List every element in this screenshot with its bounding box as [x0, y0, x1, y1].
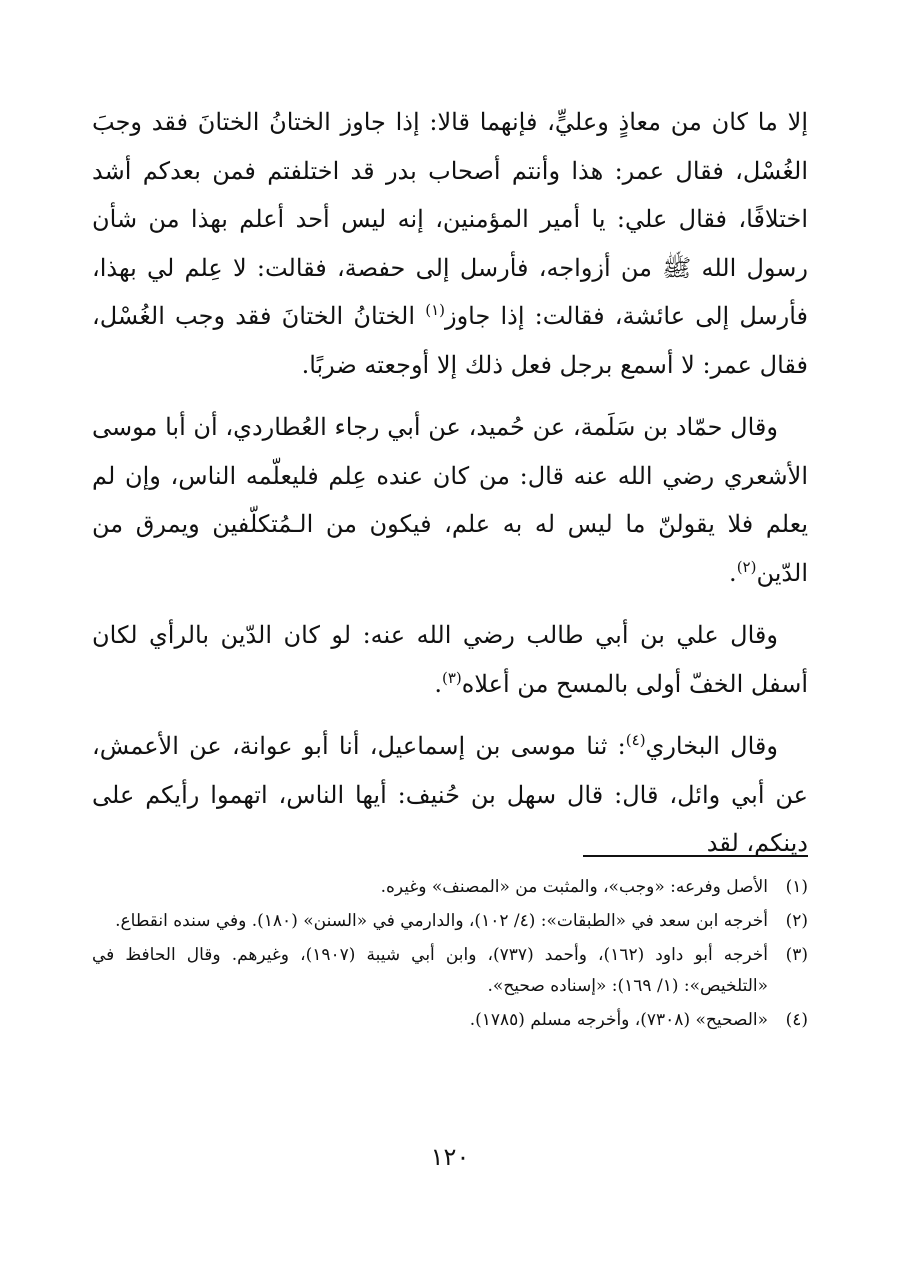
footnote-ref-1[interactable]: (١) [425, 301, 445, 319]
footnote-4 [92, 1005, 808, 1036]
paragraph-2-text-cont: . [729, 558, 737, 587]
paragraph-1 [92, 98, 808, 389]
main-text [92, 98, 808, 882]
footnote-ref-3[interactable]: (٣) [442, 668, 462, 687]
page-number: ١٢٠ [430, 1143, 470, 1171]
paragraph-2 [92, 403, 808, 597]
paragraph-4-text-cont: : ثنا موسى بن إسماعيل، أنا أبو عوانة، عن الأعمش، عن أبي وائل، قال: قال سهل بن حُنيف: أيها الناس، اتهموا رأيكم على دينكم، لقد [92, 732, 808, 857]
footnote-text: الأصل وفرعه: «وجب»، والمثبت من «المصنف» وغيره. [380, 877, 768, 897]
footnote-number: (٣) [785, 945, 808, 965]
paragraph-3-text-cont: . [434, 669, 442, 698]
footnote-text: «الصحيح» (٧٣٠٨)، وأخرجه مسلم (١٧٨٥). [469, 1010, 768, 1030]
footnote-text: أخرجه أبو داود (١٦٢)، وأحمد (٧٣٧)، وابن أبي شيبة (١٩٠٧)، وغيرهم. وقال الحافظ في «التلخيص»: (١/ ١٦٩): «إسناده صحيح». [92, 945, 769, 996]
footnote-2 [92, 906, 808, 937]
paragraph-4-text: وقال البخاري [645, 732, 778, 760]
footnote-1 [92, 872, 808, 903]
footnote-number: (٤) [785, 1010, 808, 1030]
footnote-ref-4[interactable]: (٤) [625, 731, 646, 749]
footnote-3 [92, 940, 808, 1002]
paragraph-1-text: إلا ما كان من معاذٍ وعليٍّ، فإنهما قالا: إذا جاوز الختانُ الختانَ فقد وجبَ الغُسْل، فقال عمر: هذا وأنتم أصحاب بدر قد اختلفتم فمن بعدكم أشد اختلافًا، فقال علي: يا أمير المؤمنين، إنه ليس أحد أعلم بهذا من شأن رسول الله ﷺ من أزواجه، فأرسل إلى حفصة، فقالت: لا عِلم لي بهذا، فأرسل إلى عائشة، فقالت: إذا جاوز [92, 108, 809, 330]
paragraph-2-text: وقال حمّاد بن سَلَمة، عن حُميد، عن أبي رجاء العُطاردي، أن أبا موسى الأشعري رضي الله عنه قال: من كان عنده عِلم فليعلّمه الناس، وإن لم يعلم فلا يقولنّ ما ليس له به علم، فيكون من الـمُتكلّفين ويمرق من الدّين [92, 413, 808, 587]
footnote-text: أخرجه ابن سعد في «الطبقات»: (٤/ ١٠٢)، والدارمي في «السنن» (١٨٠). وفي سنده انقطاع. [115, 911, 768, 931]
footnote-divider [583, 855, 808, 857]
footnote-ref-2[interactable]: (٢) [736, 557, 757, 576]
footnote-number: (١) [785, 877, 808, 897]
paragraph-3 [92, 611, 808, 708]
footnotes [92, 872, 808, 1039]
paragraph-3-text: وقال علي بن أبي طالب رضي الله عنه: لو كان الدّين بالرأي لكان أسفل الخفّ أولى بالمسح من أعلاه [92, 621, 808, 698]
footnote-number: (٢) [785, 911, 808, 931]
paragraph-4 [92, 722, 808, 868]
paragraph-1-text-cont: الختانُ الختانَ فقد وجب الغُسْل، فقال عمر: لا أسمع برجل فعل ذلك إلا أوجعته ضربًا. [92, 302, 808, 379]
